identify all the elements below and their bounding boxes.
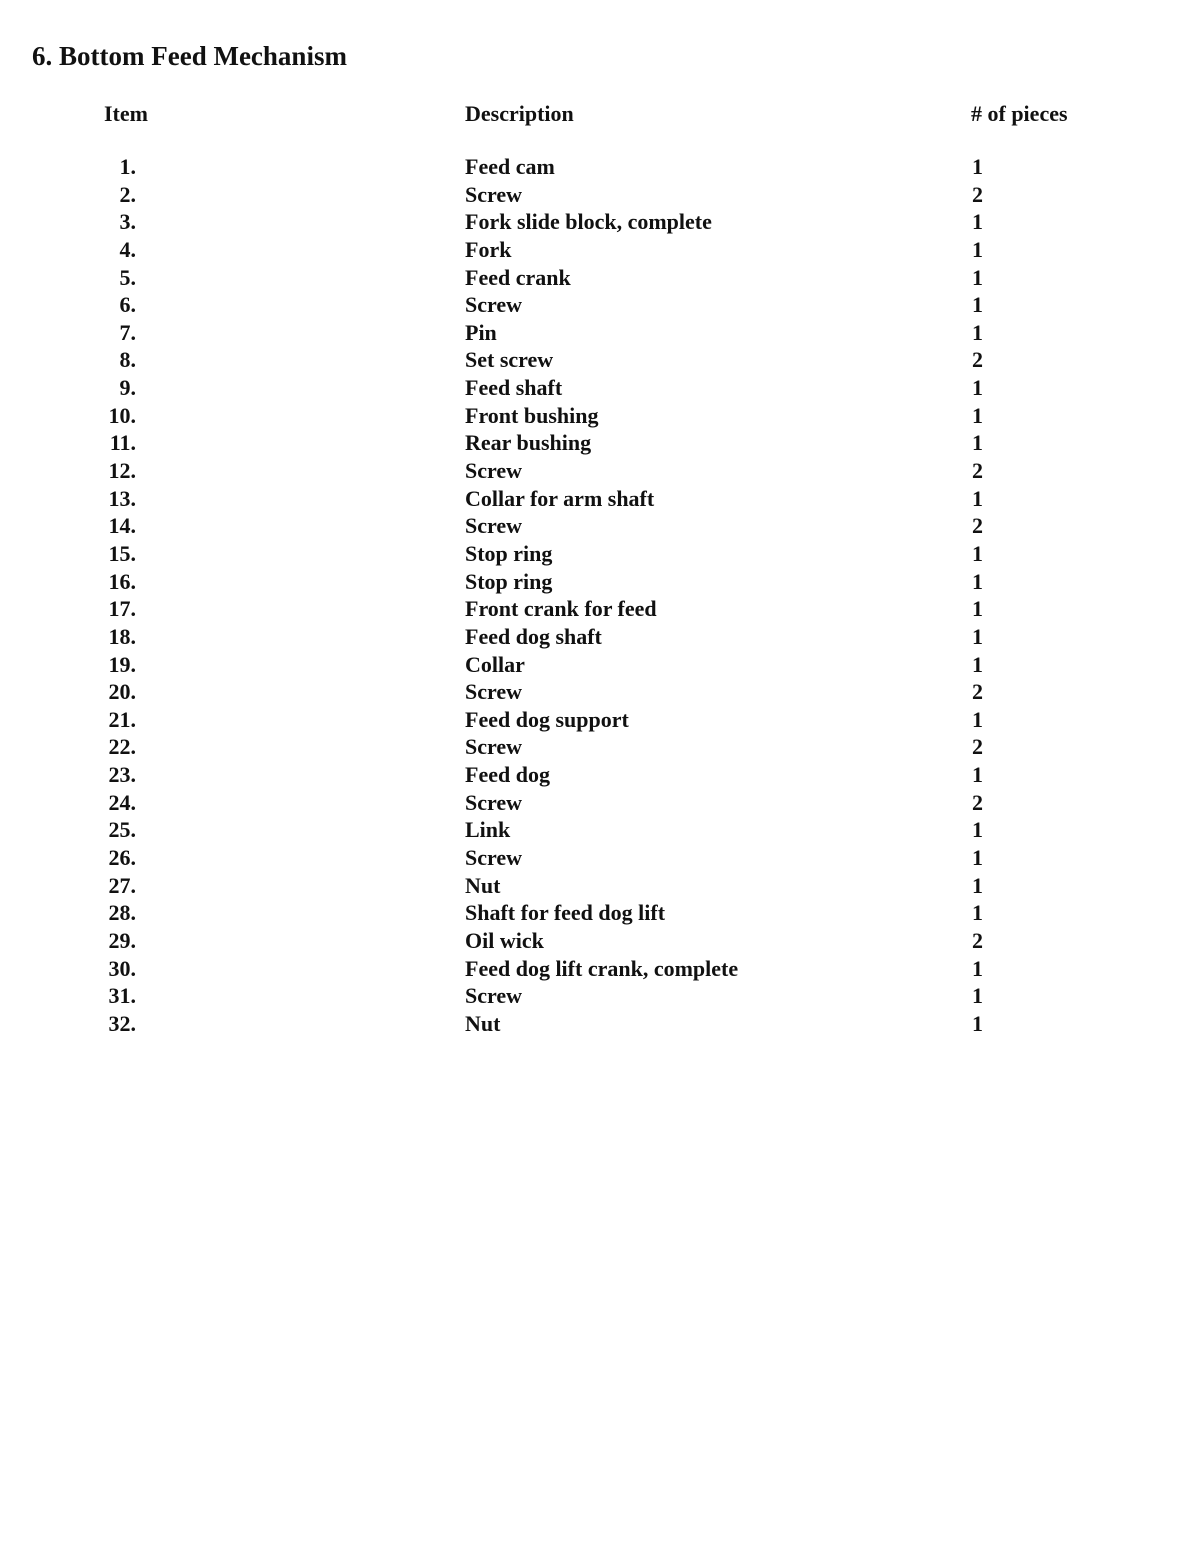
item-pieces: 1 xyxy=(972,236,983,262)
table-row xyxy=(0,651,1200,679)
item-number: 7. xyxy=(119,319,136,345)
item-description: Stop ring xyxy=(465,540,553,566)
table-row xyxy=(0,733,1200,761)
table-row xyxy=(0,761,1200,789)
item-description: Feed dog shaft xyxy=(465,623,602,649)
item-pieces: 1 xyxy=(972,872,983,898)
table-row xyxy=(0,816,1200,844)
item-pieces: 1 xyxy=(972,485,983,511)
item-number: 3. xyxy=(119,209,136,235)
table-row xyxy=(0,595,1200,623)
item-description: Screw xyxy=(465,679,523,705)
table-row xyxy=(0,264,1200,292)
item-number: 30. xyxy=(108,955,136,981)
table-row xyxy=(0,899,1200,927)
item-number: 2. xyxy=(119,181,136,207)
item-pieces: 1 xyxy=(972,209,983,235)
item-number: 8. xyxy=(119,347,136,373)
table-row xyxy=(0,1010,1200,1038)
item-description: Collar for arm shaft xyxy=(465,485,655,511)
item-number: 1. xyxy=(119,154,136,179)
item-description: Fork slide block, complete xyxy=(465,209,712,235)
item-description: Screw xyxy=(465,789,523,815)
table-row xyxy=(0,208,1200,236)
item-number: 27. xyxy=(108,872,136,898)
item-pieces: 1 xyxy=(972,1010,983,1036)
item-column-header: Item xyxy=(104,101,148,126)
item-description: Feed shaft xyxy=(465,375,563,401)
table-header-row xyxy=(0,97,1200,131)
item-description: Screw xyxy=(465,292,523,318)
item-number: 28. xyxy=(108,900,136,926)
table-body xyxy=(0,153,1200,1038)
item-description: Feed dog support xyxy=(465,706,629,732)
item-pieces: 1 xyxy=(972,983,983,1009)
table-row xyxy=(0,485,1200,513)
description-column-header: Description xyxy=(465,101,574,126)
item-pieces: 2 xyxy=(972,181,983,207)
table-row xyxy=(0,955,1200,983)
item-pieces: 2 xyxy=(972,927,983,953)
table-row xyxy=(0,181,1200,209)
item-number: 31. xyxy=(108,983,136,1009)
page-title: 6. Bottom Feed Mechanism xyxy=(32,41,347,71)
item-description: Feed cam xyxy=(465,154,555,179)
item-pieces: 1 xyxy=(972,845,983,871)
item-pieces: 1 xyxy=(972,706,983,732)
item-pieces: 1 xyxy=(972,817,983,843)
item-pieces: 1 xyxy=(972,900,983,926)
table-row xyxy=(0,706,1200,734)
table-row xyxy=(0,982,1200,1010)
item-description: Stop ring xyxy=(465,568,553,594)
item-pieces: 1 xyxy=(972,568,983,594)
item-pieces: 1 xyxy=(972,402,983,428)
item-description: Screw xyxy=(465,734,523,760)
item-pieces: 1 xyxy=(972,319,983,345)
item-description: Set screw xyxy=(465,347,554,373)
table-row xyxy=(0,457,1200,485)
item-pieces: 1 xyxy=(972,651,983,677)
item-description: Feed crank xyxy=(465,264,571,290)
item-number: 22. xyxy=(108,734,136,760)
item-description: Feed dog xyxy=(465,762,550,788)
item-description: Screw xyxy=(465,845,523,871)
item-description: Fork xyxy=(465,236,512,262)
table-row xyxy=(0,568,1200,596)
table-row xyxy=(0,789,1200,817)
item-description: Nut xyxy=(465,872,501,898)
table-row xyxy=(0,512,1200,540)
item-number: 15. xyxy=(108,540,136,566)
item-pieces: 1 xyxy=(972,430,983,456)
item-pieces: 1 xyxy=(972,292,983,318)
item-number: 5. xyxy=(119,264,136,290)
item-description: Pin xyxy=(465,319,497,345)
table-row xyxy=(0,623,1200,651)
table-row xyxy=(0,319,1200,347)
parts-table xyxy=(0,97,1200,1036)
table-row xyxy=(0,540,1200,568)
item-number: 29. xyxy=(108,927,136,953)
item-number: 20. xyxy=(108,679,136,705)
item-pieces: 1 xyxy=(972,762,983,788)
item-number: 6. xyxy=(119,292,136,318)
item-pieces: 1 xyxy=(972,540,983,566)
item-number: 23. xyxy=(108,762,136,788)
item-number: 17. xyxy=(108,596,136,622)
table-row xyxy=(0,374,1200,402)
item-number: 16. xyxy=(108,568,136,594)
table-row xyxy=(0,678,1200,706)
item-description: Screw xyxy=(465,513,523,539)
item-number: 21. xyxy=(108,706,136,732)
item-pieces: 2 xyxy=(972,679,983,705)
item-description: Front crank for feed xyxy=(465,596,657,622)
item-pieces: 1 xyxy=(972,955,983,981)
item-description: Screw xyxy=(465,181,523,207)
table-row xyxy=(0,346,1200,374)
table-row xyxy=(0,291,1200,319)
item-description: Collar xyxy=(465,651,525,677)
table-row xyxy=(0,872,1200,900)
table-row xyxy=(0,429,1200,457)
item-description: Nut xyxy=(465,1010,501,1036)
item-pieces: 1 xyxy=(972,596,983,622)
item-number: 10. xyxy=(108,402,136,428)
item-number: 9. xyxy=(119,375,136,401)
table-row xyxy=(0,844,1200,872)
item-description: Screw xyxy=(465,458,523,484)
item-number: 26. xyxy=(108,845,136,871)
table-row xyxy=(0,927,1200,955)
item-number: 25. xyxy=(108,817,136,843)
item-description: Shaft for feed dog lift xyxy=(465,900,666,926)
item-pieces: 2 xyxy=(972,347,983,373)
item-pieces: 2 xyxy=(972,734,983,760)
item-number: 19. xyxy=(108,651,136,677)
item-description: Rear bushing xyxy=(465,430,592,456)
item-number: 12. xyxy=(108,458,136,484)
item-number: 14. xyxy=(108,513,136,539)
item-description: Link xyxy=(465,817,511,843)
item-number: 4. xyxy=(119,236,136,262)
item-number: 32. xyxy=(108,1010,136,1036)
item-number: 11. xyxy=(109,430,136,456)
item-pieces: 1 xyxy=(972,154,983,179)
item-number: 13. xyxy=(108,485,136,511)
pieces-column-header: # of pieces xyxy=(971,101,1068,126)
table-row xyxy=(0,236,1200,264)
item-description: Front bushing xyxy=(465,402,599,428)
item-number: 18. xyxy=(108,623,136,649)
item-number: 24. xyxy=(108,789,136,815)
item-description: Screw xyxy=(465,983,523,1009)
item-pieces: 1 xyxy=(972,623,983,649)
item-pieces: 1 xyxy=(972,264,983,290)
item-description: Oil wick xyxy=(465,927,544,953)
item-description: Feed dog lift crank, complete xyxy=(465,955,739,981)
table-row xyxy=(0,402,1200,430)
item-pieces: 2 xyxy=(972,789,983,815)
item-pieces: 1 xyxy=(972,375,983,401)
item-pieces: 2 xyxy=(972,513,983,539)
item-pieces: 2 xyxy=(972,458,983,484)
table-row xyxy=(0,153,1200,181)
